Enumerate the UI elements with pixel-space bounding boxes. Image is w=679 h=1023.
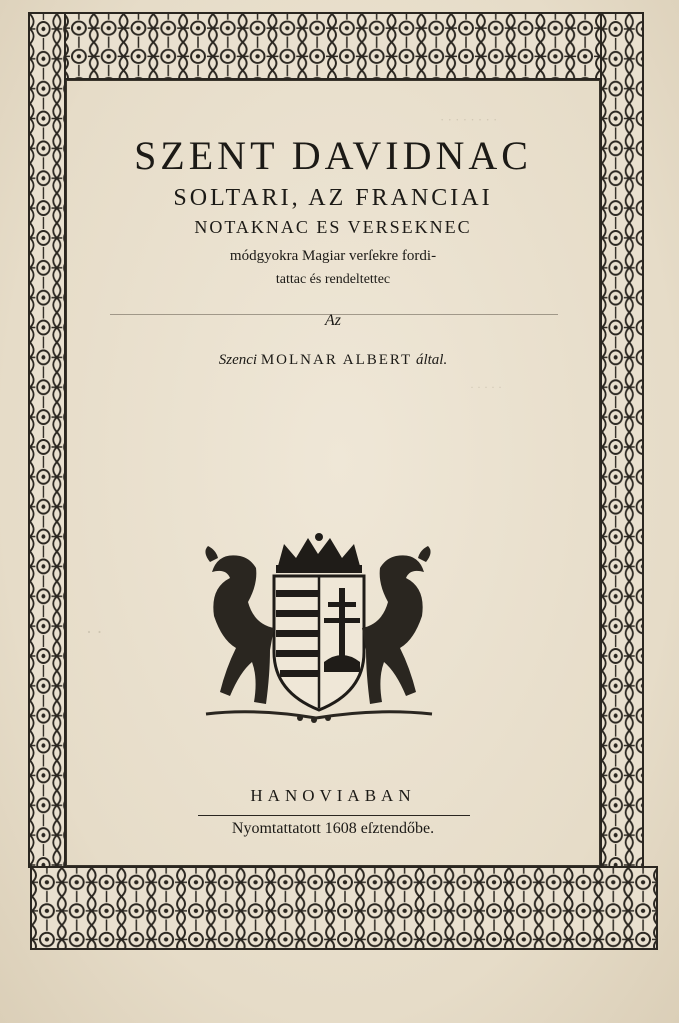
author-suffix: által. (415, 352, 448, 368)
show-through-text: · · (86, 622, 103, 642)
ornament-border-icon (32, 868, 656, 948)
show-through-text: · · · · · (470, 380, 502, 394)
bottom-ornament-border (30, 866, 658, 950)
author-line (66, 352, 600, 369)
author-prefix: Szenci (218, 352, 258, 368)
show-through-text: · · · · · · · · (440, 112, 498, 127)
title-line-3: NOTAKNAC ES VERSEKNEC (194, 217, 472, 237)
left-ornament-border (28, 12, 66, 868)
imprint-line: Nyomtattatott 1608 eſztendőbe. (231, 820, 435, 837)
ornament-border-icon (602, 14, 642, 866)
ornament-border-icon (64, 14, 600, 78)
title-line-1: SZENT DAVIDNAC (134, 133, 532, 178)
ornament-border-icon (30, 14, 64, 866)
subtitle-line-1: módgyokra Magiar verſekre fordi- (229, 248, 437, 264)
author-name: MOLNAR ALBERT (260, 352, 413, 368)
place-of-printing: HANOVIABAN (250, 786, 416, 805)
title-line-2: SOLTARI, AZ FRANCIAI (173, 185, 493, 211)
az-word: Az (325, 312, 341, 329)
coat-of-arms-icon (196, 532, 440, 728)
top-ornament-border (62, 12, 602, 80)
right-ornament-border (600, 12, 644, 868)
subtitle-line-2: tattac és rendeltettec (275, 272, 391, 287)
imprint-rule (198, 815, 470, 816)
